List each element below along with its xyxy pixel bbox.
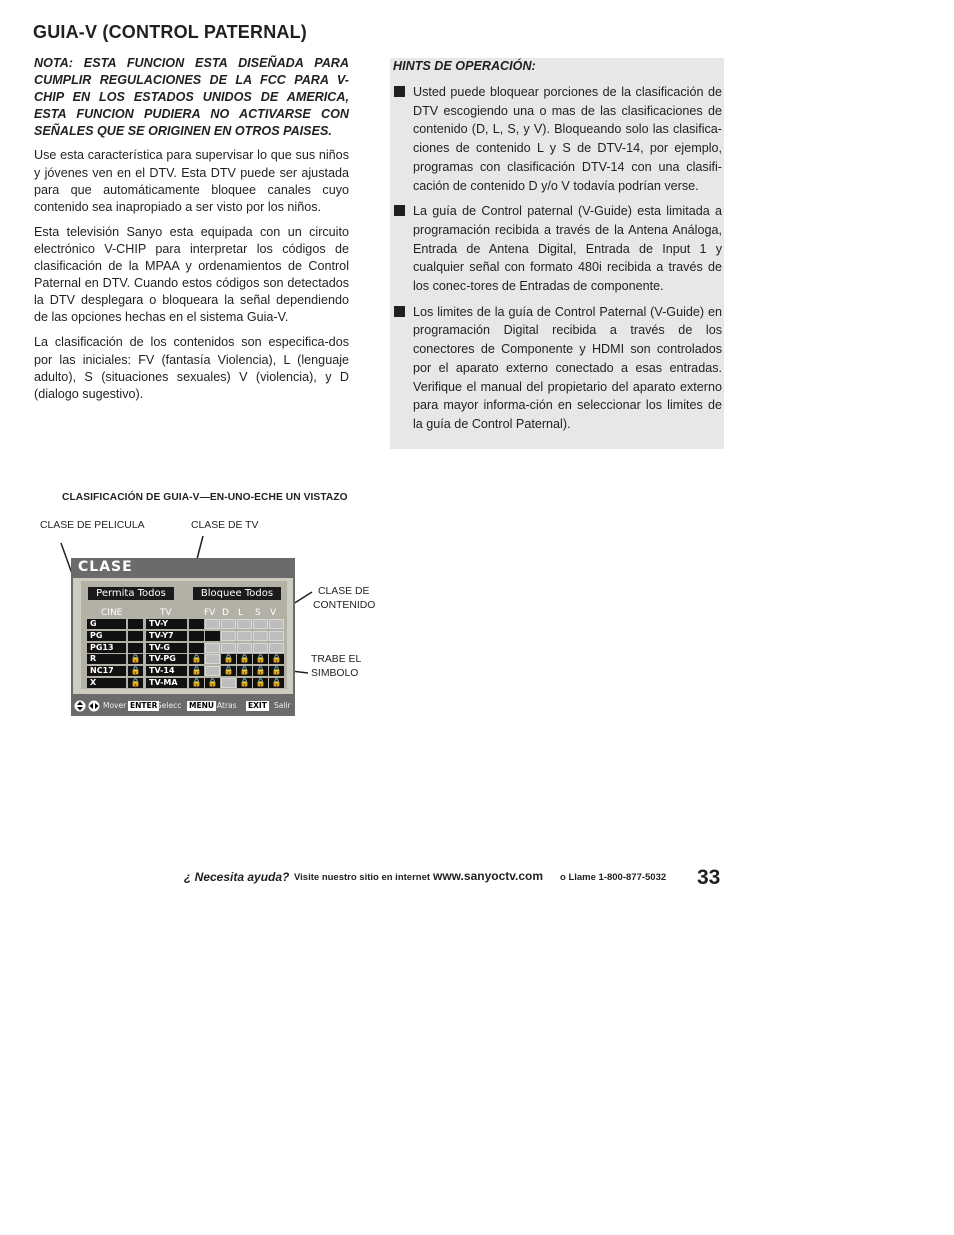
tv-rating-tv-y7[interactable]: TV-Y7	[146, 631, 187, 641]
fcc-note: NOTA: ESTA FUNCION ESTA DISEÑADA PARA CUMPLIR REGULACIONES DE LA FCC PARA V-CHIP EN LOS ESTADOS UNIDOS DE AMERICA, ESTA FUNCION PUDIERA NO ACTIVARSE CON SEÑALES QUE SE ORIGINEN EN OTROS PAISES.	[34, 56, 349, 139]
lock-icon[interactable]: 🔒	[205, 678, 220, 688]
label-lock-symbol-1: TRABE EL	[311, 654, 362, 665]
screen-title: CLASE	[78, 559, 133, 575]
content-cell[interactable]	[237, 631, 252, 641]
paragraph-3: La clasificación de los contenidos son especifica-dos por las iniciales: FV (fantasía Violencia), L (lenguaje adulto), S (situaciones sexuales) V (violencia), y D (dialogo sugestivo).	[34, 335, 349, 401]
movie-lock-cell[interactable]	[128, 643, 143, 653]
content-cell[interactable]	[205, 643, 220, 653]
content-cell-fv[interactable]	[205, 631, 220, 641]
exit-key: EXIT	[248, 701, 267, 710]
movie-lock-cell[interactable]	[128, 619, 143, 629]
footer-visit: Visite nuestro sitio en internet	[294, 872, 431, 883]
navigation-arrows-icon	[74, 700, 104, 712]
clase-menu-screen	[71, 558, 295, 716]
movie-rating-pg13[interactable]: PG13	[87, 643, 126, 653]
column-header-fv: FV	[204, 608, 216, 618]
lock-icon[interactable]: 🔒	[221, 666, 236, 676]
tv-lock-cell[interactable]	[189, 643, 204, 653]
tv-rating-tv-g[interactable]: TV-G	[146, 643, 187, 653]
rating-panel-inner	[81, 581, 287, 689]
allow-all-button[interactable]: Permita Todos	[88, 587, 174, 600]
content-cell[interactable]	[269, 619, 284, 629]
block-all-button[interactable]: Bloquee Todos	[193, 587, 281, 600]
column-header-cine: CINE	[101, 608, 123, 618]
label-lock-symbol-2: SIMBOLO	[311, 668, 359, 679]
content-cell[interactable]	[221, 631, 236, 641]
content-cell[interactable]	[205, 666, 220, 676]
lock-icon[interactable]: 🔒	[128, 654, 143, 664]
lock-icon[interactable]: 🔒	[237, 654, 252, 664]
hints-title: HINTS DE OPERACIÓN:	[393, 59, 536, 73]
lock-icon[interactable]: 🔒	[253, 666, 268, 676]
footer-move-label: Mover	[103, 701, 127, 710]
tv-rating-tv-ma[interactable]: TV-MA	[146, 678, 187, 688]
content-cell[interactable]	[269, 631, 284, 641]
paragraph-2: Esta televisión Sanyo esta equipada con un circuito electrónico V-CHIP para interpretar los códigos de clasificación de la MPAA y ordenamientos de Control Paternal en DTV. Cuando estos códigos son detectados la DTV desplegara o bloqueara la señal dependiendo de las opciones hechas en el sistema Guia-V.	[34, 224, 349, 325]
column-header-s: S	[255, 608, 261, 618]
page-number: 33	[697, 866, 721, 889]
movie-rating-r[interactable]: R	[87, 654, 126, 664]
lock-icon[interactable]: 🔒	[269, 666, 284, 676]
movie-rating-pg[interactable]: PG	[87, 631, 126, 641]
lock-icon[interactable]: 🔒	[237, 678, 252, 688]
column-header-v: V	[270, 608, 277, 618]
lock-icon[interactable]: 🔒	[253, 678, 268, 688]
tv-lock-cell[interactable]	[189, 631, 204, 641]
rating-panel	[73, 578, 293, 694]
lock-icon[interactable]: 🔒	[269, 678, 284, 688]
content-cell[interactable]	[205, 654, 220, 664]
lock-icon[interactable]: 🔒	[269, 654, 284, 664]
paragraph-1: Use esta característica para supervisar lo que sus niños y jóvenes ven en el DTV. Esta DTV puede ser ajustada para que automáticamente bloquee canales cuyo contenido sea inapropiado a ser visto por los niños.	[34, 148, 349, 214]
menu-key: MENU	[189, 701, 214, 710]
content-cell[interactable]	[205, 619, 220, 629]
figure-caption: CLASIFICACIÓN DE GUIA-V—EN-UNO-ECHE UN VISTAZO	[62, 492, 348, 503]
column-header-l: L	[238, 608, 244, 618]
movie-rating-g[interactable]: G	[87, 619, 126, 629]
label-tv-rating: CLASE DE TV	[191, 520, 259, 531]
label-content-rating-1: CLASE DE	[318, 586, 370, 597]
hint-text: La guía de Control paternal (V-Guide) esta limitada a programación recibida a través de la Antena Análoga, Entrada de Antena Digital, Entrada de Input 1 y cualquier señal con formato 480i recibida a través de los conec-tores de Entradas de componente.	[413, 204, 722, 294]
content-cell[interactable]	[269, 643, 284, 653]
content-cell[interactable]	[253, 619, 268, 629]
lock-icon[interactable]: 🔒	[237, 666, 252, 676]
label-movie-rating: CLASE DE PELICULA	[40, 520, 145, 531]
hint-text: Los limites de la guía de Control Paternal (V-Guide) en programación Digital recibida a través de los conectores de Componente y HDMI son controlados por el aparato externo conectado a esas entradas. Verifique el manual del propietario del aparato externo para mayor informa-ción en seleccionar los limites de la guía de Control Paternal).	[413, 304, 722, 431]
lock-icon[interactable]: 🔒	[128, 678, 143, 688]
tv-rating-tv-y[interactable]: TV-Y	[146, 619, 187, 629]
tv-lock-cell[interactable]	[189, 619, 204, 629]
content-cell[interactable]	[221, 619, 236, 629]
movie-rating-x[interactable]: X	[87, 678, 126, 688]
lock-icon[interactable]: 🔒	[221, 654, 236, 664]
content-cell[interactable]	[221, 643, 236, 653]
content-cell[interactable]	[237, 619, 252, 629]
lock-icon[interactable]: 🔒	[189, 654, 204, 664]
column-header-tv: TV	[160, 608, 172, 618]
lock-icon[interactable]: 🔒	[189, 678, 204, 688]
lock-icon[interactable]: 🔒	[253, 654, 268, 664]
content-cell[interactable]	[221, 678, 236, 688]
footer-select-label: Selecc	[157, 701, 182, 710]
footer-help: ¿ Necesita ayuda?	[184, 870, 290, 884]
content-cell[interactable]	[237, 643, 252, 653]
footer-back-label: Atras	[217, 701, 237, 710]
footer-call: o Llame 1-800-877-5032	[560, 872, 667, 883]
movie-lock-cell[interactable]	[128, 631, 143, 641]
label-content-rating-2: CONTENIDO	[313, 600, 376, 611]
content-cell[interactable]	[253, 643, 268, 653]
tv-rating-tv-14[interactable]: TV-14	[146, 666, 187, 676]
page-title: GUIA-V (CONTROL PATERNAL)	[33, 22, 307, 42]
footer-exit-label: Salir	[274, 701, 291, 710]
footer-url[interactable]: www.sanyoctv.com	[433, 869, 544, 883]
hint-text: Usted puede bloquear porciones de la clasificación de DTV escogiendo una o mas de las clasificaciones de contenido (D, L, S, y V). Bloqueando solo las clasifica-ciones de contenido L y S de DTV-14, por ejemplo, programas con clasificación DTV-14 con una clasifi-cación de contenido D y/o V todavía podrían verse.	[413, 85, 722, 193]
enter-key: ENTER	[130, 701, 158, 710]
tv-rating-tv-pg[interactable]: TV-PG	[146, 654, 187, 664]
content-cell[interactable]	[253, 631, 268, 641]
movie-rating-nc17[interactable]: NC17	[87, 666, 126, 676]
lock-icon[interactable]: 🔒	[128, 666, 143, 676]
screen-footer-bar	[71, 698, 295, 714]
lock-icon[interactable]: 🔒	[189, 666, 204, 676]
column-header-d: D	[222, 608, 229, 618]
